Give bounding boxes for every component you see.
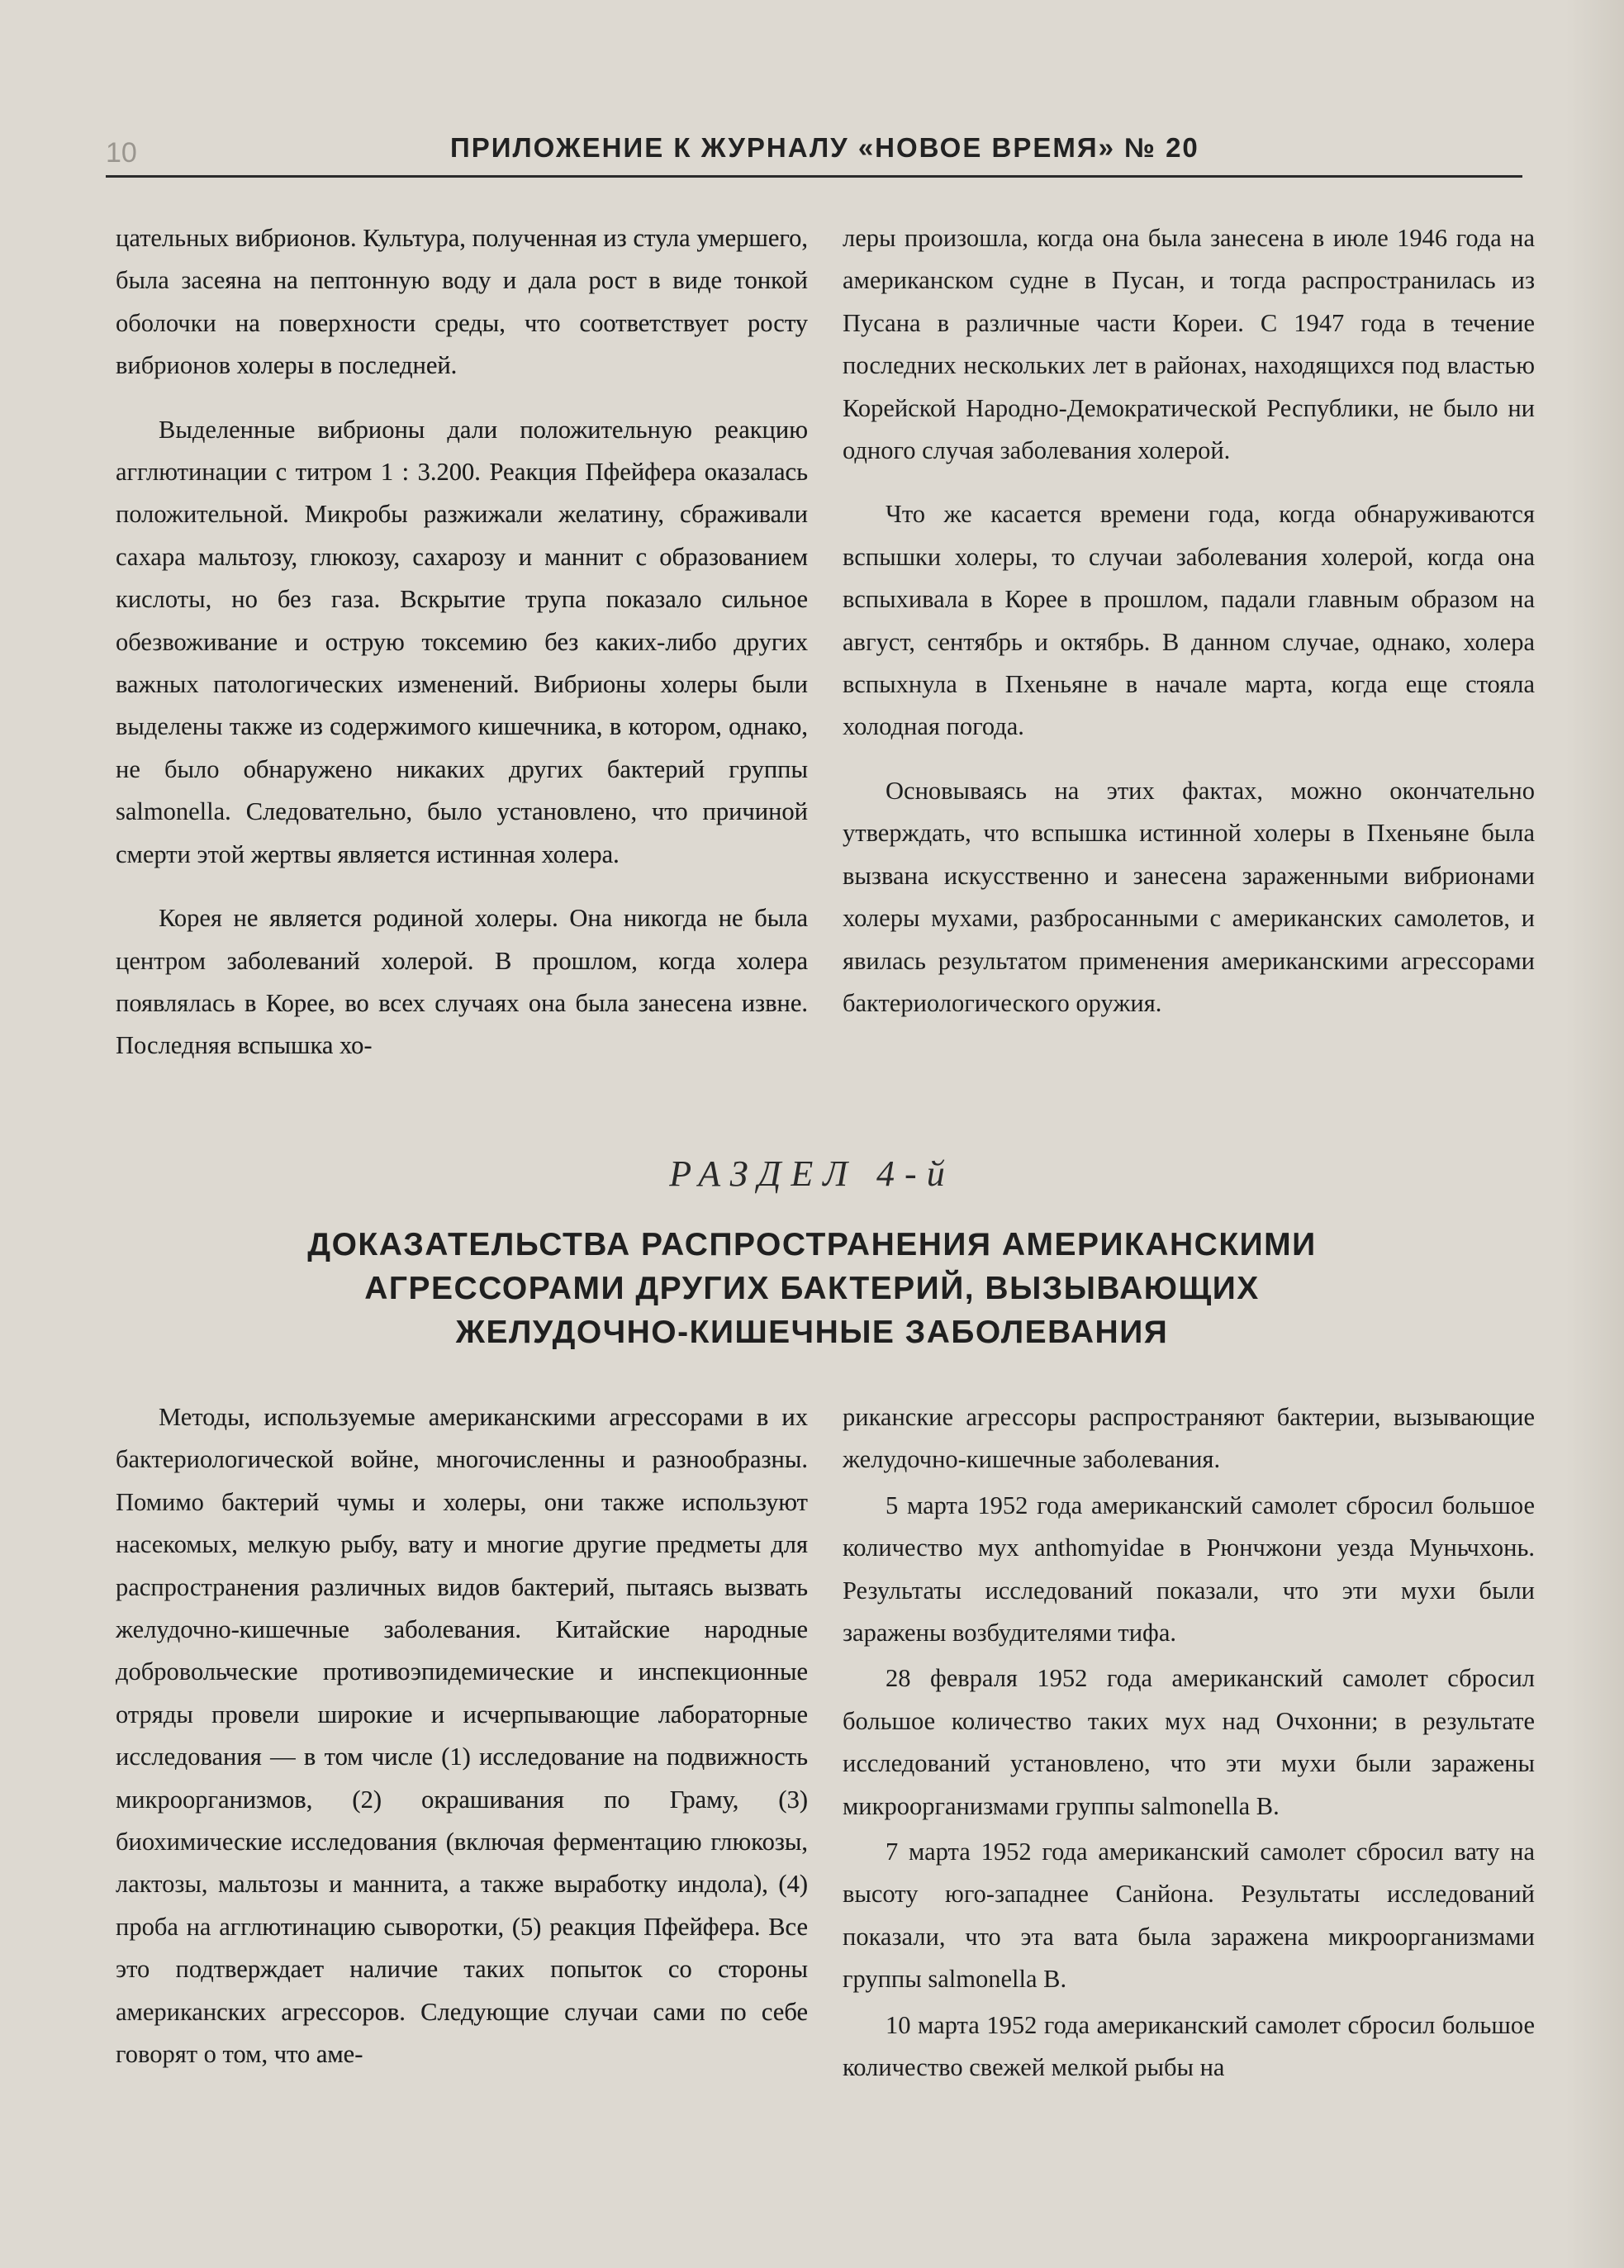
paragraph: цательных вибрионов. Культура, полученная из стула умершего, была засеяна на пептонную воду и дала рост в виде тонкой оболочки на поверхности среды, что соответствует росту вибрионов холеры в последней. [116, 217, 808, 388]
bottom-left-column [116, 1396, 808, 2076]
paragraph: 10 марта 1952 года американский самолет сбросил большое количество свежей мелкой рыбы на [843, 2010, 1535, 2082]
paragraph: 7 марта 1952 года американский самолет сбросил вату на высоту юго-западнее Санйона. Результаты исследований показали, что эта вата была заражена микроорганизмами группы salmonella B. [843, 1838, 1535, 1994]
page-edge-stain [1566, 0, 1624, 2268]
paragraph: Методы, используемые американскими агрессорами в их бактериологической войне, многочисленны и разнообразны. Помимо бактерий чумы и холеры, они также используют насекомых, мелкую рыбу, вату и многие другие предметы для распространения различных видов бактерий, пытаясь вызвать желудочно-кишечные заболевания. Китайские народные добровольческие противоэпидемические и инспекционные отряды провели широкие и исчерпывающие лабораторные исследования — в том числе (1) исследование на подвижность микроорганизмов, (2) окрашивания по Граму, (3) биохимические исследования (включая ферментацию глюкозы, лактозы, мальтозы и маннита, а также выработку индола), (4) проба на агглютинацию сыворотки, (5) реакция Пфейфера. Все это подтверждает наличие таких попыток со стороны американских агрессоров. Следующие случаи сами по себе говорят о том, что аме- [116, 1396, 808, 2076]
section-label: РАЗДЕЛ 4-й [669, 1153, 955, 1194]
page-number: 10 [106, 137, 137, 169]
bottom-right-column [843, 1396, 1535, 2090]
top-right-column [843, 217, 1535, 1025]
paragraph: Что же касается времени года, когда обнаруживаются вспышки холеры, то случаи заболевания холерой, когда она вспыхивала в Корее в прошлом, падали главным образом на август, сентябрь и октябрь. В данном случае, однако, холера вспыхнула в Пхеньяне в начале марта, когда еще стояла холодная погода. [843, 500, 1535, 741]
section-title: ДОКАЗАТЕЛЬСТВА РАСПРОСТРАНЕНИЯ АМЕРИКАНСКИМИ АГРЕССОРАМИ ДРУГИХ БАКТЕРИЙ, ВЫЗЫВАЮЩИХ ЖЕЛУДОЧНО-КИШЕЧНЫЕ ЗАБОЛЕВАНИЯ [307, 1227, 1317, 1350]
paragraph: леры произошла, когда она была занесена в июле 1946 года на американском судне в Пусан, и тогда распространилась из Пусана в различные части Кореи. С 1947 года в течение последних нескольких лет в районах, находящихся под властью Корейской Народно-Демократической Республики, не было ни одного случая заболевания холерой. [843, 224, 1535, 465]
paragraph: Корея не является родиной холеры. Она никогда не была центром заболеваний холерой. В прошлом, когда холера появлялась в Корее, во всех случаях она была занесена извне. Последняя вспышка хо- [116, 897, 808, 1067]
paragraph: риканские агрессоры распространяют бактерии, вызывающие желудочно-кишечные заболевания. [843, 1403, 1535, 1474]
paragraph: Основываясь на этих фактах, можно окончательно утверждать, что вспышка истинной холеры в Пхеньяне была вызвана искусственно и занесена зараженными вибрионами холеры мухами, разбросанными с американских самолетов, и явилась результатом применения американскими агрессорами бактериологического оружия. [843, 776, 1535, 1017]
header-rule [106, 175, 1522, 178]
paragraph: 5 марта 1952 года американский самолет сбросил большое количество мух anthomyidae в Рюнчжони уезда Муньчхонь. Результаты исследований показали, что эти мухи были заражены возбудителями тифа. [843, 1491, 1535, 1648]
top-left-column [116, 217, 808, 1067]
paragraph: Выделенные вибрионы дали положительную реакцию агглютинации с титром 1 : 3.200. Реакция Пфейфера оказалась положительной. Микробы разжижали желатину, сбраживали сахара мальтозу, глюкозу, сахарозу и маннит с образованием кислоты, но без газа. Вскрытие трупа показало сильное обезвоживание и острую токсемию без каких-либо других важных патологических изменений. Вибрионы холеры были выделены также из содержимого кишечника, в котором, однако, не было обнаружено никаких других бактерий группы salmonella. Следовательно, было установлено, что причиной смерти этой жертвы является истинная холера. [116, 409, 808, 876]
paragraph: 28 февраля 1952 года американский самолет сбросил большое количество таких мух над Очхонни; в результате исследований установлено, что эти мухи были заражены микроорганизмами группы salmonella B. [843, 1664, 1535, 1820]
running-header: ПРИЛОЖЕНИЕ К ЖУРНАЛУ «НОВОЕ ВРЕМЯ» № 20 [450, 132, 1199, 163]
